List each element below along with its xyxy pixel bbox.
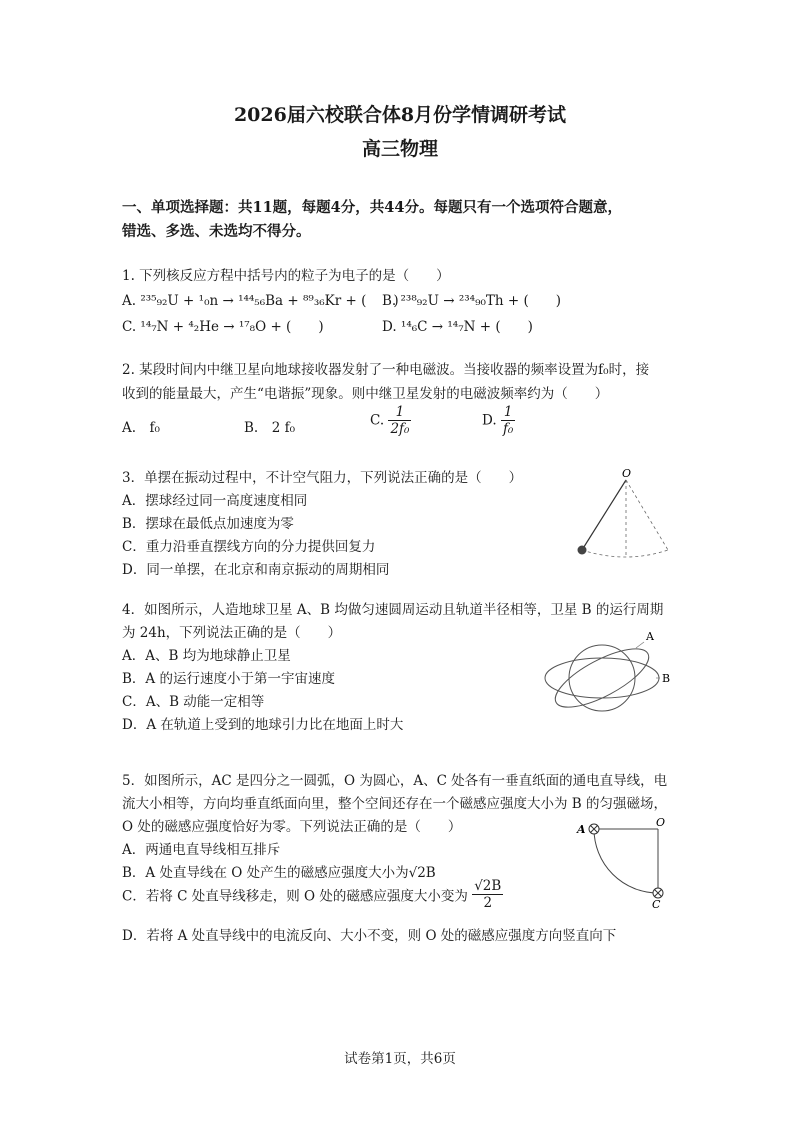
q2-option-d-fraction: [501, 404, 515, 437]
q1-option-a: A. ²³⁵₉₂U + ¹₀n → ¹⁴⁴₅₆Ba + ⁸⁹₃₆Kr + ( ): [122, 293, 399, 309]
quarter-arc: [594, 829, 658, 893]
section-heading-line1: 一、单项选择题：共11题，每题4分，共44分。每题只有一个选项符合题意，: [122, 199, 622, 216]
wire-c-current-into-page-icon: [653, 888, 663, 898]
q2-option-d-denominator: f₀: [502, 421, 514, 437]
earth-circle: [569, 645, 635, 711]
q1-stem: 1. 下列核反应方程中括号内的粒子为电子的是（ ）: [122, 268, 450, 284]
wire-label-o: O: [656, 816, 666, 829]
q5-option-b: B．A 处直导线在 O 处产生的磁感应强度大小为√2B: [122, 865, 436, 881]
pendulum-figure: [560, 462, 680, 566]
section-heading-line2: 错选、多选、未选均不得分。: [122, 223, 311, 240]
satellite-orbit-figure: [540, 620, 680, 730]
q4-option-a: A．A、B 均为地球静止卫星: [122, 648, 291, 664]
pendulum-string: [582, 480, 626, 550]
q2-option-b: B. 2 f₀: [244, 420, 296, 436]
q4-option-c: C．A、B 动能一定相等: [122, 694, 265, 710]
q2-option-c: [370, 404, 411, 437]
q3-stem: 3．单摆在振动过程中，不计空气阻力，下列说法正确的是（ ）: [122, 470, 523, 486]
q3-option-a: A．摆球经过同一高度速度相同: [122, 493, 308, 509]
q5-option-c-numerator: √2B: [474, 878, 502, 894]
q5-option-c-fraction: [472, 878, 503, 911]
q5-option-c-denominator: 2: [483, 895, 493, 911]
q5-line3: O 处的磁感应强度恰好为零。下列说法正确的是（ ）: [122, 819, 462, 835]
q4-line1: 4．如图所示，人造地球卫星 A、B 均做匀速圆周运动且轨道半径相等，卫星 B 的运行周期: [122, 602, 664, 618]
q4-option-d: D．A 在轨道上受到的地球引力比在地面上时大: [122, 717, 404, 733]
q2-line1: 2. 某段时间内中继卫星向地球接收器发射了一种电磁波。当接收器的频率设置为f₀时，接: [122, 362, 650, 378]
orbit-b: [545, 658, 659, 698]
q5-option-c-text: C．若将 C 处直导线移走，则 O 处的磁感应强度大小变为: [122, 888, 468, 905]
q2-option-d-numerator: 1: [501, 404, 515, 421]
q5-option-c: [122, 878, 503, 911]
wire-a-current-into-page-icon: [589, 824, 599, 834]
q2-line2: 收到的能量最大，产生“电谐振”现象。则中继卫星发射的电磁波频率约为（ ）: [122, 386, 609, 402]
q3-option-c: C．重力沿垂直摆线方向的分力提供回复力: [122, 539, 376, 555]
exam-subject: 高三物理: [361, 138, 438, 160]
q2-option-a: A. f₀: [122, 420, 160, 436]
pendulum-bob: [578, 546, 587, 555]
pendulum-right-dashed: [626, 480, 668, 550]
q2-option-c-numerator: 1: [388, 404, 411, 421]
q2-option-d-label: D.: [482, 412, 497, 429]
q5-option-a: A．两通电直导线相互排斥: [122, 842, 281, 858]
q3-option-b: B．摆球在最低点加速度为零: [122, 516, 294, 532]
q3-option-d: D．同一单摆，在北京和南京振动的周期相同: [122, 562, 390, 578]
q1-option-d: D. ¹⁴₆C → ¹⁴₇N + ( ): [382, 319, 533, 335]
wire-arc-figure: [572, 812, 682, 912]
q1-option-c: C. ¹⁴₇N + ⁴₂He → ¹⁷₈O + ( ): [122, 319, 324, 335]
q5-option-d: D．若将 A 处直导线中的电流反向、大小不变，则 O 处的磁感应强度方向竖直向下: [122, 928, 617, 944]
orbit-a: [548, 638, 657, 719]
q2-option-c-label: C.: [370, 412, 385, 429]
q2-option-c-denominator: 2f₀: [390, 421, 410, 437]
q1-option-b: B. ²³⁸₉₂U → ²³⁴₉₀Th + ( ): [382, 293, 562, 309]
q2-option-c-fraction: [388, 404, 411, 437]
orbit-label-a: A: [646, 630, 654, 643]
q4-option-b: B．A 的运行速度小于第一宇宙速度: [122, 671, 335, 687]
q5-line2: 流大小相等，方向均垂直纸面向里，整个空间还存在一个磁感应强度大小为 B 的匀强磁场，: [122, 796, 668, 812]
page-footer: 试卷第1页，共6页: [344, 1051, 456, 1067]
wire-label-a: A: [577, 823, 586, 836]
q2-option-d: [482, 404, 515, 437]
wire-label-c: C: [652, 898, 661, 911]
pendulum-arc: [582, 550, 668, 557]
orbit-label-b: B: [662, 672, 671, 685]
pendulum-label-o: O: [622, 467, 632, 480]
q5-line1: 5．如图所示，AC 是四分之一圆弧，O 为圆心，A、C 处各有一垂直纸面的通电直导线，电: [122, 773, 668, 789]
exam-title: 2026届六校联合体8月份学情调研考试: [233, 104, 567, 126]
leader-a: [636, 642, 644, 648]
q4-line2: 为 24h，下列说法正确的是（ ）: [122, 625, 342, 641]
